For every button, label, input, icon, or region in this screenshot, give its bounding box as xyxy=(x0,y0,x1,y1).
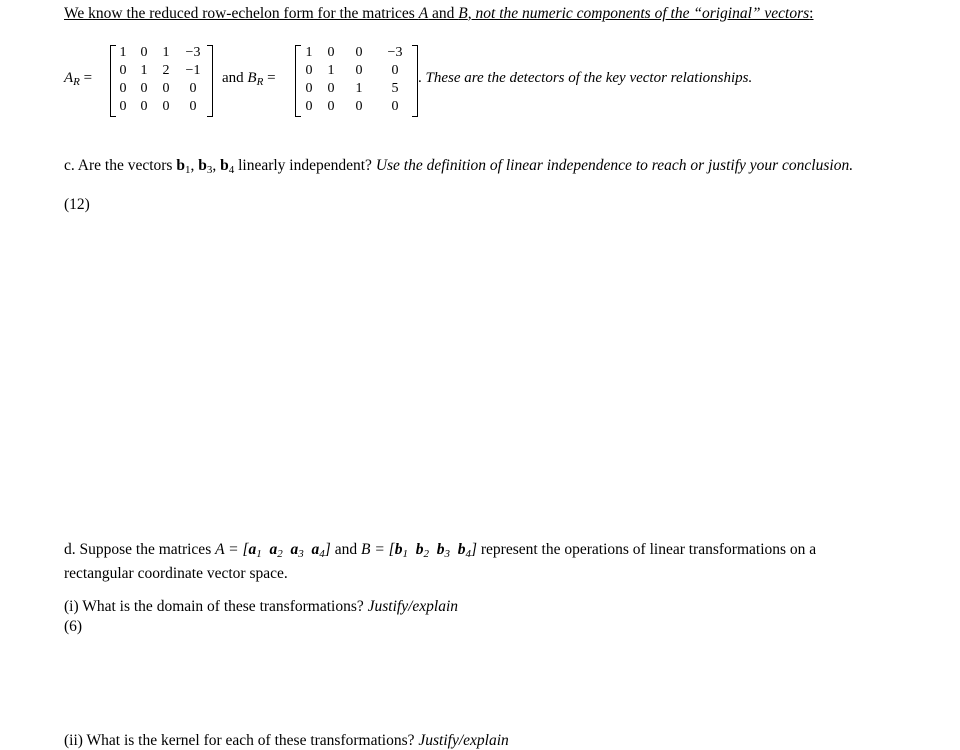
br-cell-3-3: 0 xyxy=(391,99,399,114)
and-text: and xyxy=(222,70,244,86)
br-cell-2-0: 0 xyxy=(305,81,313,96)
br-cell-0-2: 0 xyxy=(355,45,363,60)
matrix-ar xyxy=(113,44,209,116)
br-cell-2-1: 0 xyxy=(327,81,335,96)
br-equals: = xyxy=(267,70,276,86)
br-cell-1-2: 0 xyxy=(355,63,363,78)
ar-label xyxy=(64,70,92,88)
part-d-question: d. Suppose the matrices $A = [a_1$ $a_2$ $a_3$ $a_4$] and $B = [b_1$ $b_2$ $b_3$ $b_4$] represent the operations of linear transformations on a rectangular coordinate vector space. xyxy=(64,541,817,582)
ar-cell-2-2: 0 xyxy=(162,81,170,96)
part-d-lead: d. Suppose the matrices xyxy=(64,541,216,558)
br-cell-0-1: 0 xyxy=(327,45,335,60)
ar-letter: A xyxy=(64,70,74,86)
br-cell-3-2: 0 xyxy=(355,99,363,114)
comma-1: , xyxy=(190,157,199,174)
vec-b1-sub: 1 xyxy=(184,164,191,176)
intro-italic: , not the numeric components of the “original” vectors xyxy=(467,5,810,22)
br-label xyxy=(222,70,276,88)
br-cell-0-0: 1 xyxy=(305,45,313,60)
part-d-i xyxy=(64,598,458,616)
part-d-i-italic: Justify/explain xyxy=(367,598,458,615)
matrix-a-expr: $A = [a_1$ $a_2$ $a_3$ $a_4$] xyxy=(215,541,331,560)
vec-b4: b xyxy=(220,157,229,174)
part-c-after: linearly independent? xyxy=(234,157,376,174)
part-d-ii-italic: Justify/explain xyxy=(418,732,509,749)
ar-cell-3-2: 0 xyxy=(162,99,170,114)
caption-period: . xyxy=(418,70,422,86)
part-c-lead: c. Are the vectors xyxy=(64,157,177,174)
part-d-i-points: (6) xyxy=(64,618,83,635)
br-cell-2-3: 5 xyxy=(391,81,399,96)
br-cell-2-2: 1 xyxy=(355,81,363,96)
ar-cell-1-1: 1 xyxy=(140,63,148,78)
br-cell-3-0: 0 xyxy=(305,99,313,114)
vec-b4-sub: 4 xyxy=(228,164,235,176)
matrix-b-expr: $B = [b_1$ $b_2$ $b_3$ $b_4$] xyxy=(360,541,477,560)
comma-2: , xyxy=(212,157,221,174)
part-c-points: (12) xyxy=(64,196,90,213)
part-c-italic: Use the definition of linear independence to reach or justify your conclusion. xyxy=(375,157,854,174)
br-cell-1-0: 0 xyxy=(305,63,313,78)
part-c-question xyxy=(64,156,884,180)
vec-b1: b xyxy=(176,157,185,174)
ar-cell-1-2: 2 xyxy=(162,63,170,78)
br-letter: B xyxy=(247,70,257,86)
matrix-br xyxy=(298,44,414,116)
part-d-ii xyxy=(64,732,509,750)
ar-cell-0-0: 1 xyxy=(119,45,127,60)
caption-text: These are the detectors of the key vector relationships. xyxy=(425,70,753,86)
br-cell-1-3: 0 xyxy=(391,63,399,78)
intro-A: A xyxy=(418,5,429,22)
br-cell-3-1: 0 xyxy=(327,99,335,114)
ar-equals: = xyxy=(83,70,93,86)
intro-and: and xyxy=(428,5,459,22)
ar-cell-2-1: 0 xyxy=(140,81,148,96)
br-cell-1-1: 1 xyxy=(327,63,335,78)
intro-colon: : xyxy=(809,5,814,22)
ar-cell-0-2: 1 xyxy=(162,45,170,60)
part-d-i-text: (i) What is the domain of these transformations? xyxy=(64,598,368,615)
intro-text: We know the reduced row-echelon form for the matrices xyxy=(64,5,419,22)
part-d-ii-text: (ii) What is the kernel for each of these transformations? xyxy=(64,732,419,749)
vec-b3-sub: 3 xyxy=(206,164,213,176)
ar-cell-0-3: −3 xyxy=(185,45,201,60)
ar-sub: R xyxy=(73,76,80,88)
ar-cell-3-3: 0 xyxy=(189,99,197,114)
part-d-rest: represent the operations of linear transformations on a rectangular coordinate vector space. xyxy=(64,541,817,582)
matrix-caption xyxy=(418,70,752,87)
vec-b3: b xyxy=(198,157,207,174)
intro-line xyxy=(64,5,813,23)
br-cell-0-3: −3 xyxy=(387,45,403,60)
ar-cell-0-1: 0 xyxy=(140,45,148,60)
ar-cell-1-3: −1 xyxy=(185,63,201,78)
ar-cell-2-0: 0 xyxy=(119,81,127,96)
br-sub: R xyxy=(256,76,264,88)
intro-B: B xyxy=(458,5,468,22)
ar-cell-2-3: 0 xyxy=(189,81,197,96)
ar-cell-3-1: 0 xyxy=(140,99,148,114)
ar-cell-1-0: 0 xyxy=(119,63,127,78)
ar-cell-3-0: 0 xyxy=(119,99,127,114)
